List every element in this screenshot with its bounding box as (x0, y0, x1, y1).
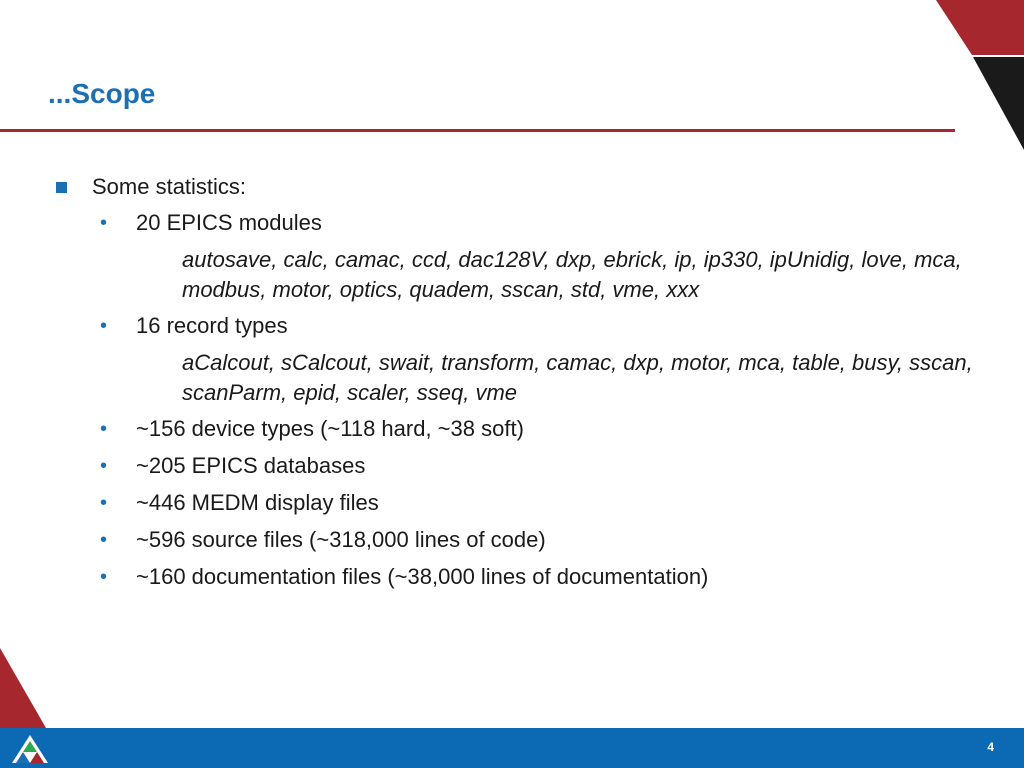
dot-bullet-icon: • (100, 212, 108, 234)
bullet-text: ~160 documentation files (~38,000 lines of documentation) (136, 564, 709, 589)
bullet-item (100, 208, 986, 238)
top-right-red-wedge (936, 0, 1024, 55)
top-right-black-wedge (973, 57, 1024, 150)
dot-bullet-icon: • (100, 418, 108, 440)
bottom-left-red-wedge (0, 648, 46, 728)
slide-content (56, 172, 986, 599)
bullet-item (100, 525, 986, 555)
bullet-text: 16 record types (136, 313, 288, 338)
bullet-text: ~156 device types (~118 hard, ~38 soft) (136, 416, 524, 441)
bullet-item (100, 451, 986, 481)
bullet-text: ~446 MEDM display files (136, 490, 379, 515)
dot-bullet-icon: • (100, 492, 108, 514)
bullet-item (100, 562, 986, 592)
title-divider (0, 129, 955, 132)
dot-bullet-icon: • (100, 529, 108, 551)
bullet-item (100, 414, 986, 444)
bullet-item (100, 488, 986, 518)
dot-bullet-icon: • (100, 455, 108, 477)
bullet-detail: autosave, calc, camac, ccd, dac128V, dxp, ebrick, ip, ip330, ipUnidig, love, mca, modbus, motor, optics, quadem, sscan, std, vme, xxx (182, 247, 962, 302)
slide-title: ...Scope (48, 78, 156, 109)
argonne-triangle-logo-icon (10, 733, 50, 765)
square-bullet-icon (56, 182, 67, 193)
page-number: 4 (987, 740, 994, 754)
dot-bullet-icon: • (100, 315, 108, 337)
bullet-heading: Some statistics: (92, 174, 247, 199)
dot-bullet-icon: • (100, 566, 108, 588)
bullet-detail: aCalcout, sCalcout, swait, transform, camac, dxp, motor, mca, table, busy, sscan, scanParm, epid, scaler, sseq, vme (182, 350, 973, 405)
bullet-text: 20 EPICS modules (136, 210, 322, 235)
bullet-text: ~596 source files (~318,000 lines of code) (136, 527, 546, 552)
bullet-level1 (56, 172, 986, 202)
footer-band (0, 728, 1024, 768)
bullet-item (100, 311, 986, 341)
bullet-text: ~205 EPICS databases (136, 453, 366, 478)
